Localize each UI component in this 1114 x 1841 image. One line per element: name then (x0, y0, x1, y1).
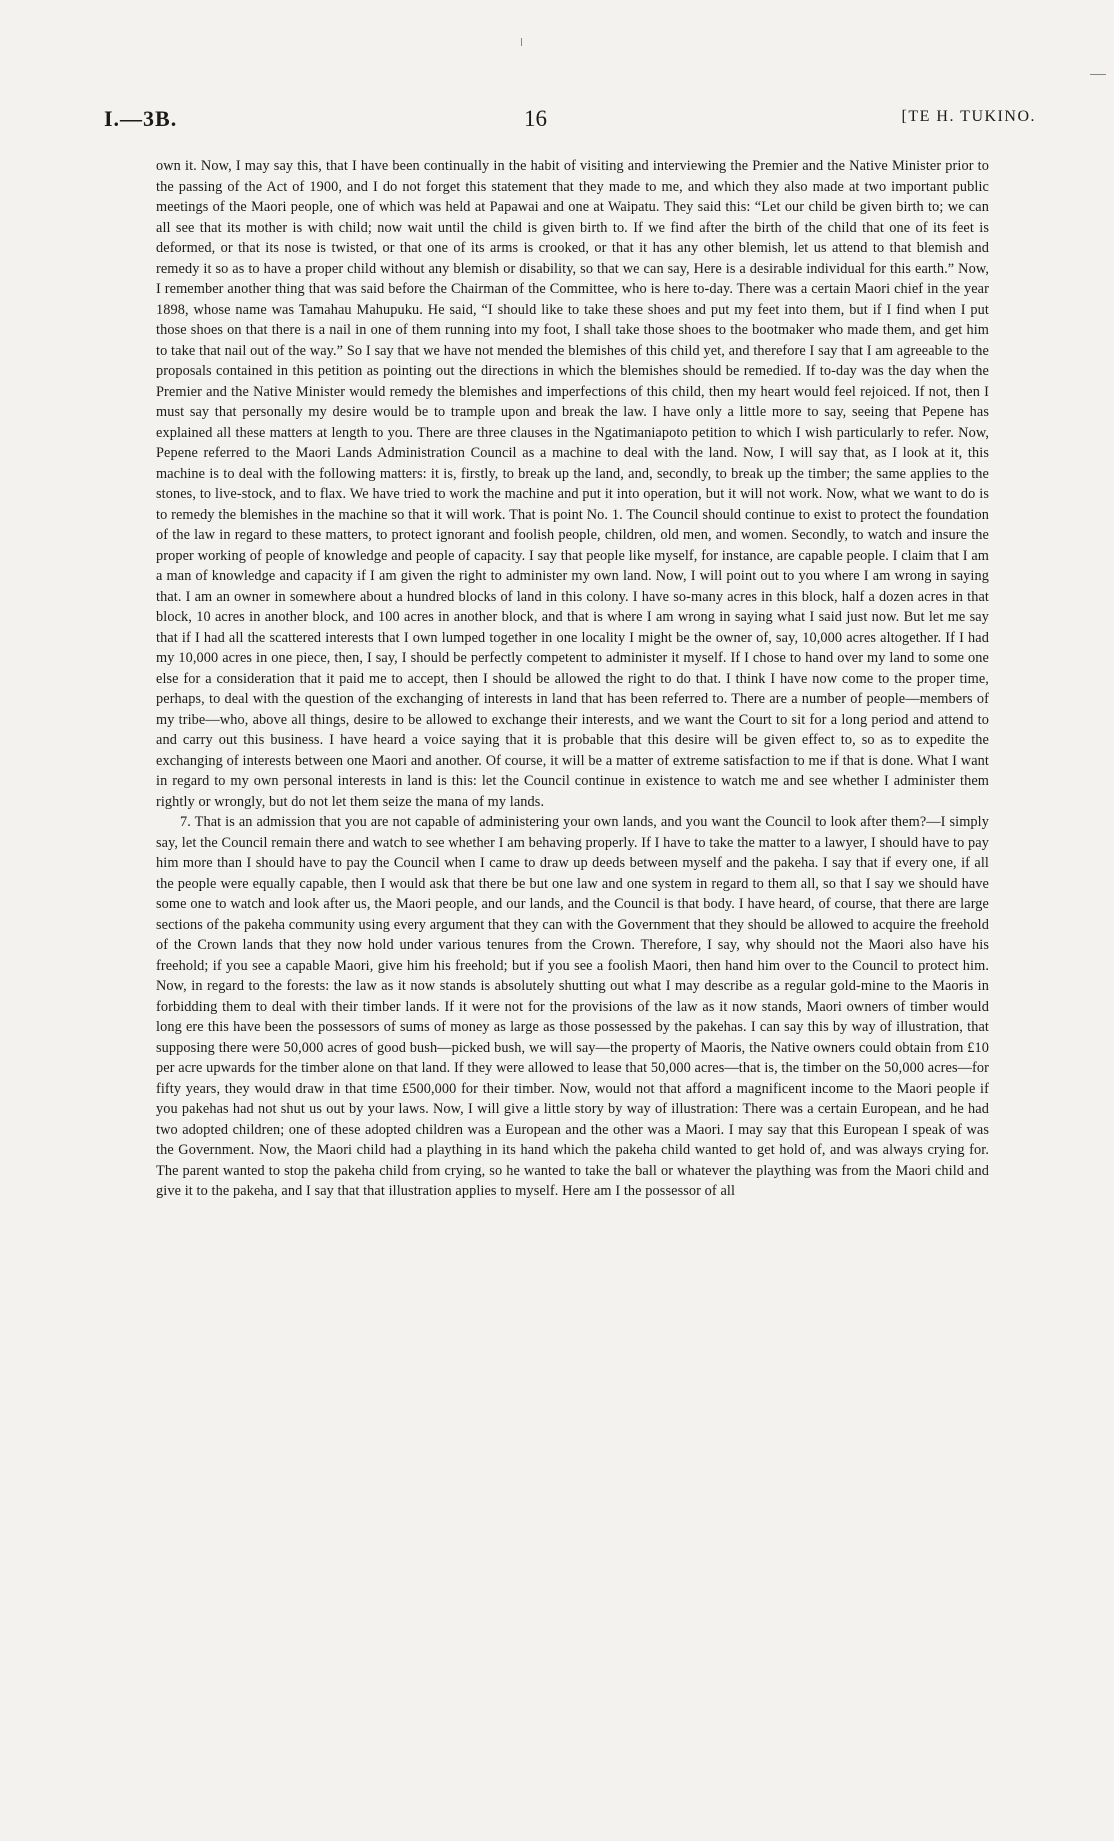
paragraph: 7. That is an admission that you are not capable of administering your own lands, and you want the Council to look after them?—I simply say, let the Council remain there and watch to see whether I am behaving properly. If I have to take the matter to a lawyer, I should have to pay him more than I should have to pay the Council when I came to draw up deeds between myself and the pakeha. I say that if every one, if all the people were equally capable, then I would ask that there be but one law and one system in regard to them all, so that I say we should have some one to watch and look after us, the Maori people, and our lands, and the Council is that body. I have heard, of course, that there are large sections of the pakeha community using every argument that they can with the Government that they should be allowed to acquire the freehold of the Crown lands that they now hold under various tenures from the Crown. Therefore, I say, why should not the Maori also have his freehold; if you see a capable Maori, give him his freehold; but if you see a foolish Maori, then hand him over to the Council to protect him. Now, in regard to the forests: the law as it now stands is absolutely shutting out what I may describe as a regular gold-mine to the Maoris in forbidding them to deal with their timber lands. If it were not for the provisions of the law as it now stands, Maori owners of timber would long ere this have been the possessors of sums of money as large as those possessed by the pakehas. I can say this by way of illustration, that supposing there were 50,000 acres of good bush—picked bush, we will say—the property of Maoris, the Native owners could obtain from £10 per acre upwards for the timber alone on that land. If they were allowed to lease that 50,000 acres—that is, the timber on the 50,000 acres—for fifty years, they would draw in that time £500,000 for their timber. Now, would not that afford a magnificent income to the Maori people if you pakehas had not shut us out by your laws. Now, I will give a little story by way of illustration: There was a certain European, and he had two adopted children; one of these adopted children was a European and the other was a Maori. I may say that this European I speak of was the Government. Now, the Maori child had a plaything in its hand which the pakeha child wanted to get hold of, and was always crying for. The parent wanted to stop the pakeha child from crying, so he wanted to take the ball or whatever the plaything was from the Maori child and give it to the pakeha, and I say that that illustration applies to myself. Here am I the possessor of all (156, 814, 989, 1199)
document-reference: I.—3B. (104, 106, 178, 131)
margin-mark (521, 38, 522, 46)
page-number: 16 (524, 106, 547, 131)
margin-mark (1090, 74, 1106, 75)
running-head: [TE H. TUKINO. (901, 108, 1036, 125)
paragraph: own it. Now, I may say this, that I have been continually in the habit of visiting and interviewing the Premier and the Native Minister prior to the passing of the Act of 1900, and I do not forget this statement that they made to me, and which they also made at two important public meetings of the Maori people, one of which was held at Papawai and one at Waipatu. They said this: “Let our child be given birth to; we can all see that its mother is with child; now wait until the child is given birth to. If we find after the birth of the child that one of its feet is deformed, or that its nose is twisted, or that one of its arms is crooked, or that it has any other blemish, let us attend to that blemish and remedy it so as to have a proper child without any blemish or disability, so that we can say, Here is a desirable individual for this earth.” Now, I remember another thing that was said before the Chairman of the Committee, who is here to-day. There was a certain Maori chief in the year 1898, whose name was Tamahau Mahupuku. He said, “I should like to take these shoes and put my feet into them, but if I find when I put those shoes on that there is a nail in one of them running into my foot, I shall take those shoes to the bootmaker who made them, and get him to take that nail out of the way.” So I say that we have not mended the blemishes of this child yet, and therefore I say that I am agreeable to the proposals contained in this petition as pointing out the directions in which the blemishes should be remedied. If to-day was the day when the Premier and the Native Minister would remedy the blemishes and imperfections of this child, then my heart would feel rejoiced. If not, then I must say that personally my desire would be to trample upon and break the law. I have only a little more to say, seeing that Pepene has explained all these matters at length to you. There are three clauses in the Ngatimaniapoto petition to which I wish particularly to refer. Now, Pepene referred to the Maori Lands Administration Council as a machine to deal with the land. Now, I will say that, as I look at it, this machine is to deal with the following matters: it is, firstly, to break up the land, and, secondly, to break up the timber; the same applies to the stones, to live-stock, and to flax. We have tried to work the machine and put it into operation, but it will not work. Now, what we want to do is to remedy the blemishes in the machine so that it will work. That is point No. 1. The Council should continue to exist to protect the foundation of the law in regard to these matters, to protect ignorant and foolish people, children, old men, and women. Secondly, to watch and insure the proper working of people of knowledge and people of capacity. I say that people like myself, for instance, are capable people. I claim that I am a man of knowledge and capacity if I am given the right to administer my own land. Now, I will point out to you where I am wrong in saying that. I am an owner in somewhere about a hundred blocks of land in this colony. I have so-many acres in this block, half a dozen acres in that block, 10 acres in another block, and 100 acres in another block, and that is where I am wrong in saying what I said just now. But let me say that if I had all the scattered interests that I own lumped together in one locality I might be the owner of, say, 10,000 acres altogether. If I had my 10,000 acres in one piece, then, I say, I should be perfectly competent to administer it myself. If I chose to hand over my land to some one else for a consideration that it paid me to accept, then I should be allowed the right to do that. I think I have now come to the proper time, perhaps, to deal with the question of the exchanging of interests in land that has been referred to. There are a number of people—members of my tribe—who, above all things, desire to be allowed to exchange their interests, and we want the Court to sit for a long period and attend to and carry out this business. I have heard a voice saying that it is probable that this desire will be given effect to, so as to expedite the exchanging of interests between one Maori and another. Of course, it will be a matter of extreme satisfaction to me if that is done. What I want in regard to my own personal interests in land is this: let the Council continue in existence to watch me and see whether I administer them rightly or wrongly, but do not let them seize the mana of my lands. (156, 158, 989, 810)
page-header (104, 106, 1036, 134)
body-text (156, 156, 989, 1202)
